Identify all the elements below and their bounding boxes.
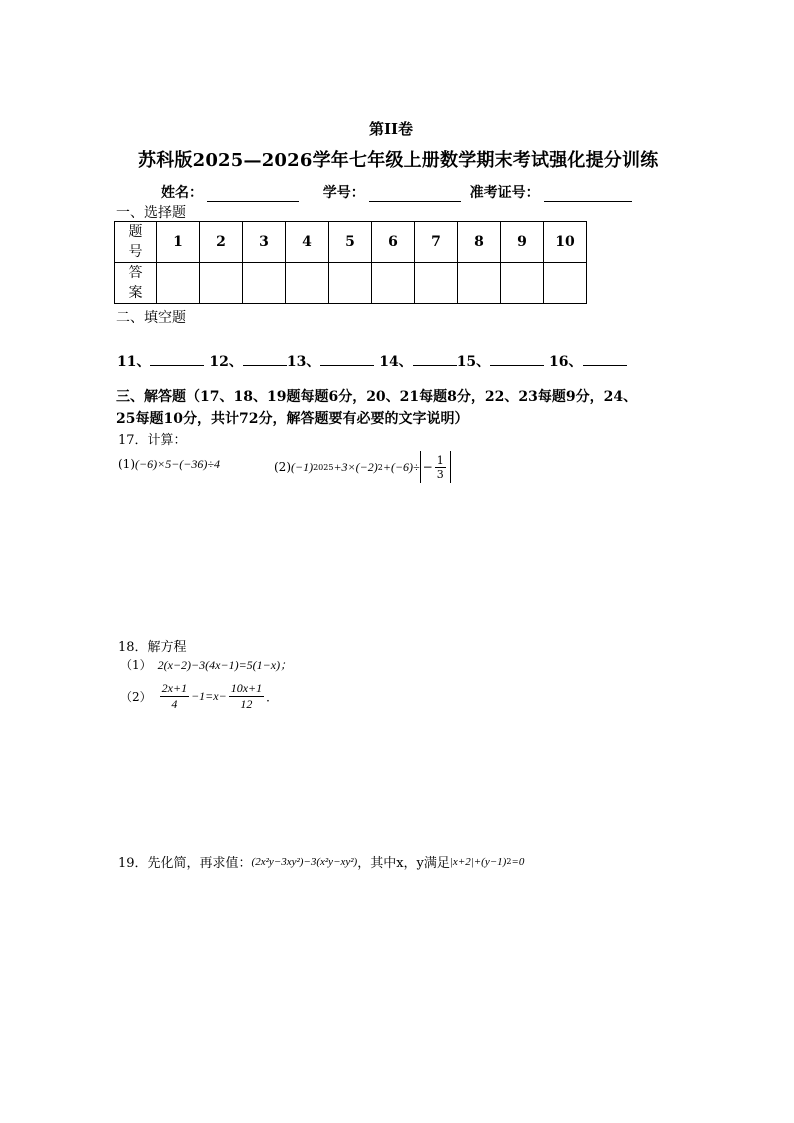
answer-cell[interactable]	[372, 263, 415, 304]
answer-cell[interactable]	[157, 263, 200, 304]
fill-item-label: 14、	[379, 354, 413, 370]
answer-cell[interactable]	[415, 263, 458, 304]
question-19-label: 19．先化简，再求值：	[118, 856, 252, 871]
question-number-cell: 5	[329, 222, 372, 263]
q18-equation-1: 2(x−2)−3(4x−1)=5(1−x)；	[157, 658, 293, 672]
fill-item-label: 13、	[286, 354, 321, 370]
question-number-cell: 3	[243, 222, 286, 263]
answer-cell[interactable]	[329, 263, 372, 304]
question-18-part1: （1） 2(x−2)−3(4x−1)=5(1−x)；	[120, 658, 293, 672]
fill-blank-line	[117, 351, 627, 371]
page-title: 苏科版2025—2026学年七年级上册数学期末考试强化提分训练	[138, 150, 659, 171]
part2-heading: 二、填空题	[116, 310, 186, 326]
answer-row	[115, 263, 587, 304]
fill-blank[interactable]	[243, 352, 287, 366]
fill-item-label: 16、	[549, 354, 583, 370]
question-number-cell: 7	[415, 222, 458, 263]
fraction: $\frac{1}{3}$	[436, 453, 444, 481]
fill-blank[interactable]	[320, 352, 374, 366]
q19-condition: |x+2|+(y−1)	[449, 855, 507, 868]
fraction: $\frac{10x+1}{12}$	[230, 680, 263, 711]
part3-heading-line1: 三、解答题（17、18、19题每题6分，20、21每题8分，22、23每题9分，24、	[116, 389, 638, 405]
fraction: $\frac{2x+1}{4}$	[161, 680, 188, 711]
student-info-line	[161, 182, 636, 202]
name-field[interactable]	[207, 187, 299, 202]
question-19: 19．先化简，再求值： (2x²y−3xy²)−3(x²y−xy²) ，其中x，y满足 |x+2|+(y−1) 2 =0	[118, 852, 524, 871]
question-number-cell: 9	[501, 222, 544, 263]
answer-cell[interactable]	[458, 263, 501, 304]
fill-item-label: 15、	[456, 354, 491, 370]
exam-number-field[interactable]	[544, 187, 632, 202]
question-number-cell: 4	[286, 222, 329, 263]
part3-heading-line2: 25每题10分，共计72分，解答题要有必要的文字说明）	[116, 411, 469, 427]
absolute-value-bars: − $\frac{1}{3}$	[420, 451, 451, 483]
question-number-cell: 8	[458, 222, 501, 263]
question-17-label: 17．计算：	[118, 433, 187, 448]
q17-expression-1: (−6)×5−(−36)÷4	[135, 457, 220, 471]
exam-number-label: 准考证号：	[469, 185, 540, 201]
answer-table	[114, 221, 587, 304]
fill-blank[interactable]	[583, 352, 627, 366]
answer-cell[interactable]	[501, 263, 544, 304]
question-number-cell: 2	[200, 222, 243, 263]
answer-cell[interactable]	[544, 263, 587, 304]
question-number-cell: 10	[544, 222, 587, 263]
question-number-cell: 6	[372, 222, 415, 263]
fill-blank[interactable]	[490, 352, 544, 366]
section-label: 第II卷	[369, 120, 414, 138]
question-18-part2: （2） $\frac{2x+1}{4}$ −1=x− $\frac{10x+1}{12}$ ．	[120, 680, 279, 711]
answer-cell[interactable]	[286, 263, 329, 304]
answer-cell[interactable]	[200, 263, 243, 304]
fill-blank[interactable]	[150, 352, 204, 366]
fill-item-label: 12、	[209, 354, 243, 370]
answer-header: 答 案	[115, 263, 157, 304]
answer-cell[interactable]	[243, 263, 286, 304]
student-id-label: 学号：	[322, 185, 365, 201]
question-17-part1: (1)(−6)×5−(−36)÷4	[118, 457, 220, 471]
student-id-field[interactable]	[369, 187, 461, 202]
question-number-header: 题 号	[115, 222, 157, 263]
fill-blank[interactable]	[413, 352, 457, 366]
q19-expression: (2x²y−3xy²)−3(x²y−xy²)	[251, 855, 358, 868]
part1-heading: 一、选择题	[116, 205, 186, 221]
question-number-row	[115, 222, 587, 263]
question-17-part2: (2) (−1) 2025 +3×(−2) 2 +(−6)÷ − $\frac{1}{3}$	[274, 449, 451, 485]
fill-item-label: 11、	[117, 354, 151, 370]
question-18-label: 18．解方程	[118, 640, 187, 655]
question-number-cell: 1	[157, 222, 200, 263]
name-label: 姓名：	[161, 185, 203, 201]
